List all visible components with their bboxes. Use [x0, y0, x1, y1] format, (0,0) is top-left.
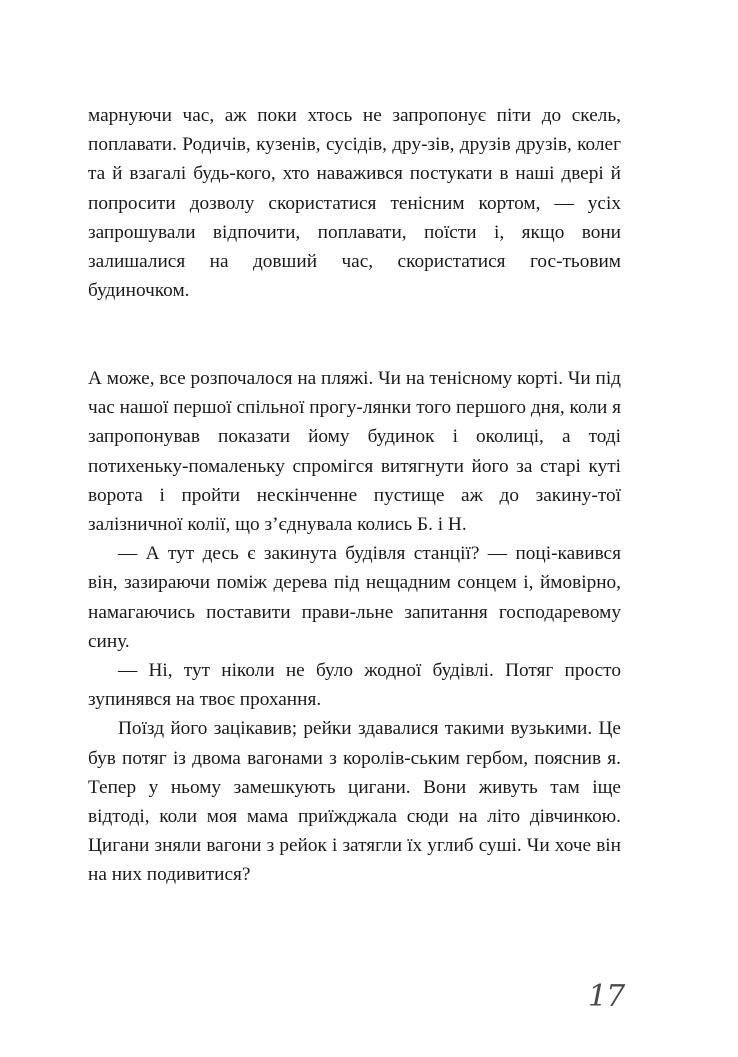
paragraph: марнуючи час, аж поки хтось не запропонує піти до скель, поплавати. Родичів, кузенів, сусідів, дру-зів, друзів друзів, колег та й взагалі будь-кого, хто наважився постукати в наші двері й попросити дозволу скористатися тенісним кортом, — усіх запрошували відпочити, поплавати, поїсти і, якщо вони залишалися на довший час, скористатися гос-тьовим будиночком.	[88, 105, 621, 302]
paragraph: Поїзд його зацікавив; рейки здавалися такими вузькими. Це був потяг із двома вагонами з королів-ським гербом, пояснив я. Тепер у ньому замешкують цигани. Вони живуть там іще відтоді, коли моя мама приїжджала сюди на літо дівчинкою. Цигани зняли вагони з рейок і затягли їх углиб суші. Чи хоче він на них подивитися?	[88, 718, 621, 886]
paragraph: А може, все розпочалося на пляжі. Чи на тенісному корті. Чи під час нашої першої спільної прогу-лянки того першого дня, коли я запропонував показати йому будинок і околиці, а тоді потихеньку-помаленьку спромігся витягнути його за старі куті ворота і пройти нескінченне пустище аж до закину-тої залізничної колії, що з’єднувала колись Б. і Н.	[88, 368, 621, 536]
page-number: 17	[588, 979, 625, 1014]
dialogue-paragraph: — Ні, тут ніколи не було жодної будівлі. Потяг просто зупинявся на твоє прохання.	[88, 660, 621, 711]
text-section-2	[88, 364, 621, 890]
dialogue-paragraph: — А тут десь є закинута будівля станції? — пoці-кавився він, зазираючи поміж дерева під нещадним сонцем і, ймовірно, намагаючись поставити прави-льне запитання господаревому сину.	[88, 543, 621, 652]
text-section-1	[88, 101, 621, 305]
